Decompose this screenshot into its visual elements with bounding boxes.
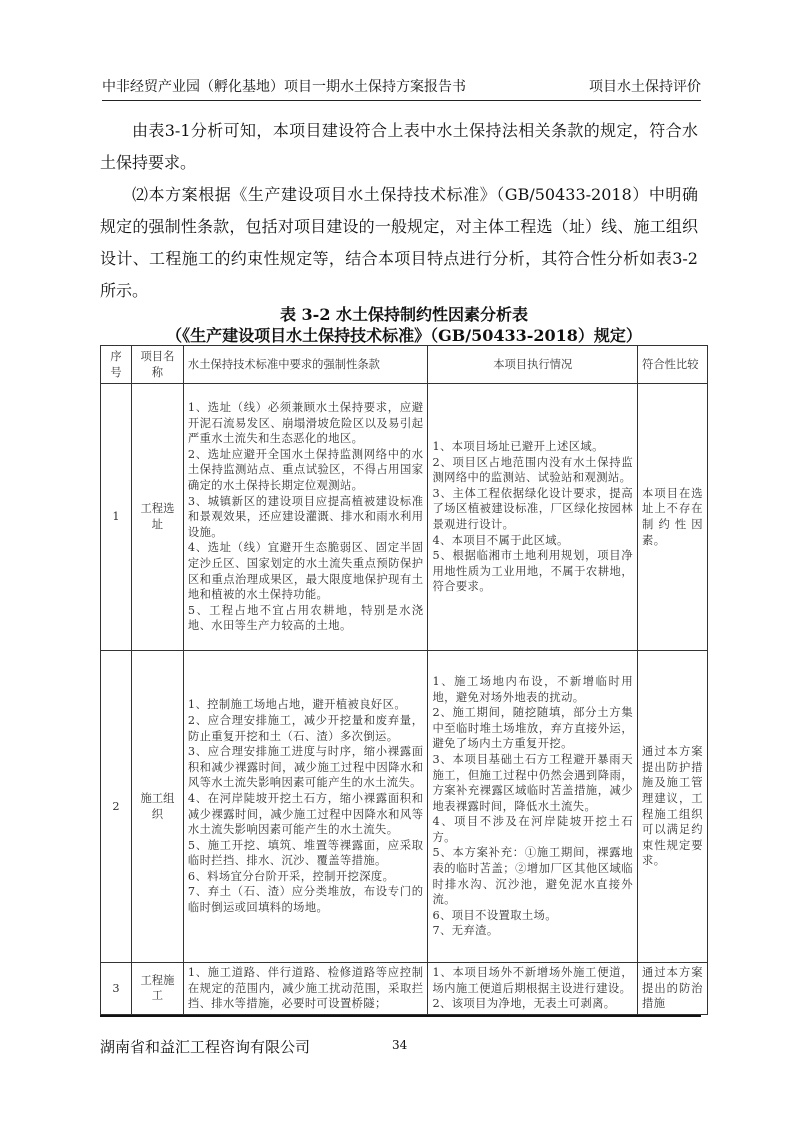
table-header-row [101, 346, 708, 384]
row-no: 2 [101, 651, 132, 963]
clause: 4、选址（线）宜避开生态脆弱区、固定半固定沙丘区、国家划定的水土流失重点预防保护区和重点治理成果区，最大限度地保护现有土地和植被的水土保持功能。 [187, 541, 424, 602]
execution-cell [428, 384, 638, 651]
clause: 1、控制施工场地占地，避开植被良好区。 [187, 698, 407, 712]
clause: 7、弃土（石、渣）应分类堆放，布设专门的临时倒运或回填料的场地。 [187, 885, 424, 915]
execution-item: 5、本方案补充：①施工期间，裸露地表的临时苫盖；②增加厂区其他区域临时排水沟、沉沙池，避免泥水直接外流。 [432, 846, 634, 907]
row-no: 1 [101, 384, 132, 651]
col-header: 水土保持技术标准中要求的强制性条款 [183, 346, 428, 384]
table-row [101, 963, 708, 1015]
row-name: 施工组织 [131, 651, 183, 963]
page-header [102, 74, 701, 101]
col-header: 序号 [101, 346, 132, 384]
table-title: 表 3-2 水土保持制约性因素分析表 [279, 305, 529, 324]
paragraph: 由表3-1分析可知，本项目建设符合上表中水土保持法相关条款的规定，符合水土保持要求。 [100, 121, 698, 172]
footer-rule [100, 1015, 701, 1017]
execution-cell [428, 651, 638, 963]
clause: 1、施工道路、伴行道路、检修道路等应控制在规定的范围内，减少施工扰动范围，采取拦挡、排水等措施，必要时可设置桥隧； [187, 966, 424, 1011]
table-subtitle: （《生产建设项目水土保持技术标准》（GB/50433-2018）规定） [166, 326, 642, 345]
row-no: 3 [101, 963, 132, 1015]
execution-item: 3、本项目基础土石方工程避开暴雨天施工，但施工过程中仍然会遇到降雨，方案补充裸露区域临时苫盖措施，减少地表裸露时间，降低水土流失。 [432, 752, 634, 813]
clauses-cell [183, 963, 428, 1015]
clauses-cell [183, 651, 428, 963]
execution-item: 5、根据临湘市土地利用规划，项目净用地性质为工业用地，不属于农耕地，符合要求。 [432, 549, 634, 594]
col-header: 符合性比较 [638, 346, 708, 384]
row-name: 工程施工 [131, 963, 183, 1015]
execution-item: 1、本项目场外不新增场外施工便道，场内施工便道后期根据主设进行建设。 [432, 966, 634, 995]
execution-item: 2、施工期间，随挖随填，部分土方集中至临时堆土场堆放，弃方直接外运，避免了场内土方重复开挖。 [432, 706, 634, 751]
header-section: 项目水土保持评价 [589, 79, 701, 95]
table-row [101, 384, 708, 651]
execution-item: 6、项目不设置取土场。 [432, 908, 557, 922]
clause: 1、选址（线）必须兼顾水土保持要求，应避开泥石流易发区、崩塌滑坡危险区以及易引起严重水土流失和生态恶化的地区。 [187, 401, 424, 446]
result-cell: 通过本方案提出防护措施及施工管理建议，工程施工组织可以满足约束性规定要求。 [638, 651, 708, 963]
clauses-cell [183, 384, 428, 651]
page-number: 34 [392, 1038, 408, 1052]
execution-item: 2、项目区占地范围内没有水土保持监测网络中的监测站、试验站和观测站。 [432, 455, 634, 485]
execution-item: 7、无弃渣。 [432, 924, 499, 938]
col-header: 本项目执行情况 [428, 346, 638, 384]
constraint-table [100, 345, 708, 1015]
footer-company: 湖南省和益汇工程咨询有限公司 [100, 1038, 311, 1056]
execution-item: 3、主体工程依据绿化设计要求，提高了场区植被建设标准，厂区绿化按园林景观进行设计。 [432, 486, 634, 531]
header-rule [102, 100, 701, 101]
clause: 2、应合理安排施工，减少开挖量和废弃量，防止重复开挖和土（石、渣）多次倒运。 [187, 713, 424, 743]
paragraph: ⑵本方案根据《生产建设项目水土保持技术标准》（GB/50433-2018）中明确规定的强制性条款，包括对项目建设的一般规定，对主体工程选（址）线、施工组织设计、工程施工的约束性规定等，结合本项目特点进行分析，其符合性分析如表3-2所示。 [100, 185, 698, 300]
execution-item: 2、该项目为净地，无表土可剥离。 [432, 997, 616, 1011]
row-name: 工程选址 [131, 384, 183, 651]
table-row [101, 651, 708, 963]
execution-item: 1、本项目场址已避开上述区域。 [432, 440, 604, 454]
execution-item: 4、项目不涉及在河岸陡坡开挖土石方。 [432, 815, 634, 844]
result-cell: 本项目在选址上不存在制约性因素。 [638, 384, 708, 651]
col-header: 项目名称 [131, 346, 183, 384]
clause: 3、城镇新区的建设项目应提高植被建设标准和景观效果，还应建设灌溉、排水和雨水利用设施。 [187, 494, 424, 539]
execution-item: 4、本项目不属于此区域。 [432, 533, 569, 547]
result-cell: 通过本方案提出的防治措施 [638, 963, 708, 1015]
clause: 5、施工开挖、填筑、堆置等裸露面，应采取临时拦挡、排水、沉沙、覆盖等措施。 [187, 838, 424, 868]
clause: 2、选址应避开全国水土保持监测网络中的水土保持监测站点、重点试验区，不得占用国家确定的水土保持长期定位观测站。 [187, 447, 424, 493]
clause: 4、在河岸陡坡开挖土石方，缩小裸露面积和减少裸露时间，减少施工过程中因降水和风等水土流失影响因素可能产生的水土流失。 [187, 791, 424, 837]
body-text [100, 115, 698, 307]
clause: 6、料场宜分台阶开采，控制开挖深度。 [187, 869, 395, 883]
clause: 3、应合理安排施工进度与时序，缩小裸露面积和减少裸露时间，减少施工过程中因降水和风等水土流失影响因素可能产生的水土流失。 [187, 745, 424, 790]
header-title: 中非经贸产业园（孵化基地）项目一期水土保持方案报告书 [102, 79, 466, 95]
execution-item: 1、施工场地内布设，不新增临时用地，避免对场外地表的扰动。 [432, 674, 634, 704]
execution-cell [428, 963, 638, 1015]
clause: 5、工程占地不宜占用农耕地，特别是水浇地、水田等生产力较高的土地。 [187, 603, 424, 633]
